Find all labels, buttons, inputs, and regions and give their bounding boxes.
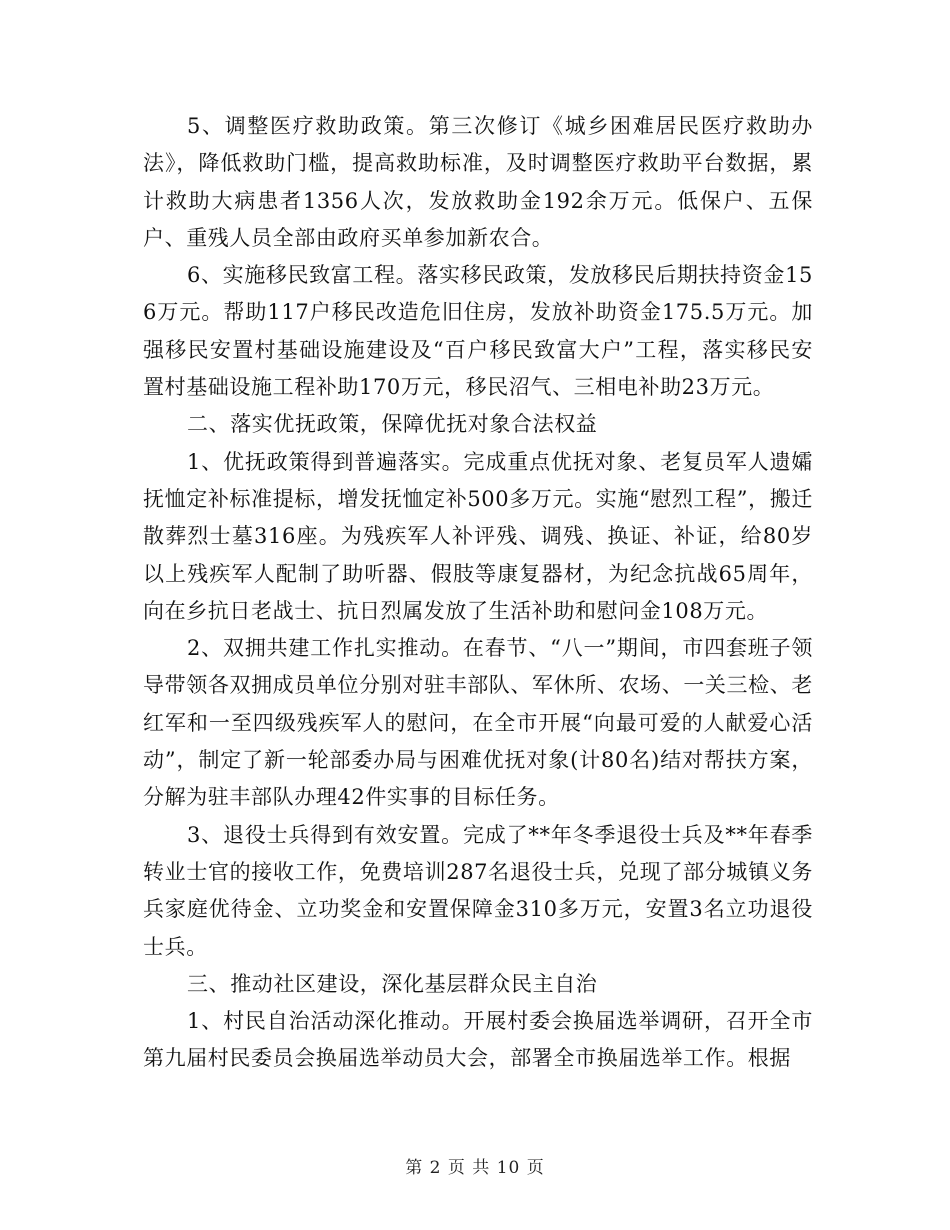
paragraph-migrant-project: 6、实施移民致富工程。落实移民政策，发放移民后期扶持资金156万元。帮助117户移民改造危旧住房，发放补助资金175.5万元。加强移民安置村基础设施建设及“百户移民致富大户”工程，落实移民安置村基础设施工程补助170万元，移民沼气、三相电补助23万元。 [143,263,813,400]
paragraph-veteran-placement: 3、退役士兵得到有效安置。完成了**年冬季退役士兵及**年春季转业士官的接收工作，免费培训287名退役士兵，兑现了部分城镇义务兵家庭优待金、立功奖金和安置保障金310多万元，安置3名立功退役士兵。 [143,822,813,959]
paragraph-village-autonomy: 1、村民自治活动深化推动。开展村委会换届选举调研，召开全市第九届村民委员会换届选举动员大会，部署全市换届选举工作。根据 [143,1009,813,1071]
document-body [143,108,813,1078]
paragraph-dual-support: 2、双拥共建工作扎实推动。在春节、“八一”期间，市四套班子领导带领各双拥成员单位分别对驻丰部队、军休所、农场、一关三检、老红军和一至四级残疾军人的慰问，在全市开展“向最可爱的人献爱心活动”，制定了新一轮部委办局与困难优抚对象(计80名)结对帮扶方案，分解为驻丰部队办理42件实事的目标任务。 [143,636,813,810]
section-heading-three: 三、推动社区建设，深化基层群众民主自治 [187,971,598,996]
paragraph-medical-aid: 5、调整医疗救助政策。第三次修订《城乡困难居民医疗救助办法》，降低救助门槛，提高救助标准，及时调整医疗救助平台数据，累计救助大病患者1356人次，发放救助金192余万元。低保户、五保户、重残人员全部由政府买单参加新农合。 [143,114,813,250]
paragraph-preferential-policy: 1、优抚政策得到普遍落实。完成重点优抚对象、老复员军人遗孀抚恤定补标准提标，增发抚恤定补500多万元。实施“慰烈工程”，搬迁散葬烈士墓316座。为残疾军人补评残、调残、换证、补证，给80岁以上残疾军人配制了助听器、假肢等康复器材，为纪念抗战65周年，向在乡抗日老战士、抗日烈属发放了生活补助和慰问金108万元。 [143,449,813,623]
section-heading-two: 二、落实优抚政策，保障优抚对象合法权益 [187,412,598,437]
page-number-footer: 第 2 页 共 10 页 [405,1158,545,1178]
